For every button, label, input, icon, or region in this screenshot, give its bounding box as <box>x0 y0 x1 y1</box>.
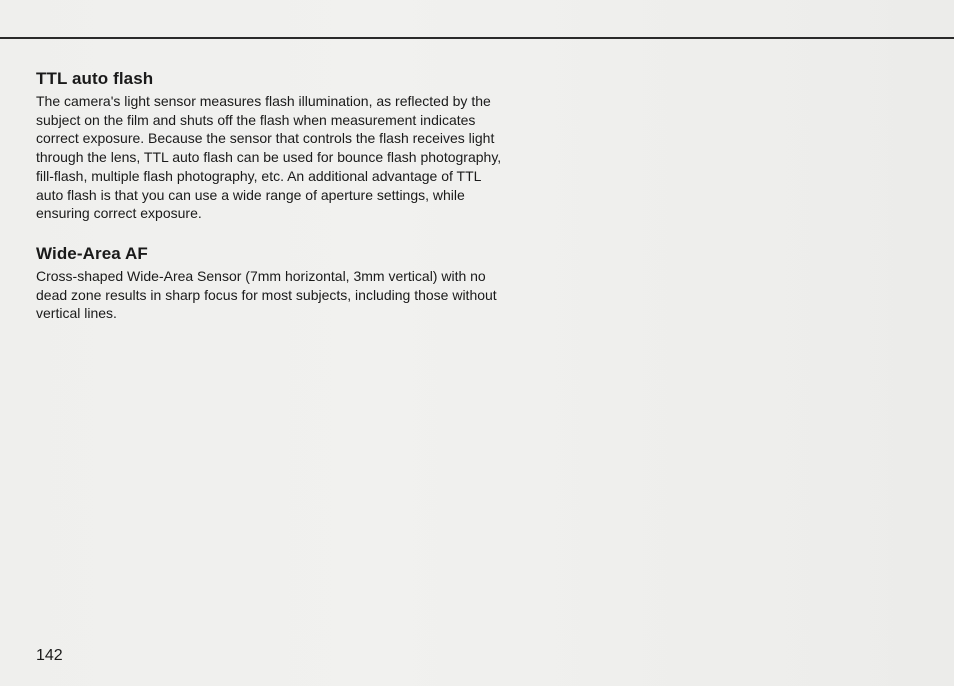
section-ttl-auto-flash <box>36 68 506 223</box>
section-body: The camera's light sensor measures flash illumination, as reflected by the subject on the film and shuts off the flash when measurement indicates correct exposure. Because the sensor that controls the flash receives light through the lens, TTL auto flash can be used for bounce flash photography, fill-flash, multiple flash photography, etc. An additional advantage of TTL auto flash is that you can use a wide range of aperture settings, while ensuring correct exposure. <box>36 93 502 222</box>
page-number: 142 <box>36 647 63 664</box>
section-wide-area-af <box>36 243 506 323</box>
glossary-column <box>36 68 506 323</box>
section-heading: TTL auto flash <box>36 69 154 88</box>
section-body: Cross-shaped Wide-Area Sensor (7mm horizontal, 3mm vertical) with no dead zone results in sharp focus for most subjects, including those without vertical lines. <box>36 267 497 322</box>
section-heading: Wide-Area AF <box>36 243 148 263</box>
top-rule <box>0 37 954 39</box>
